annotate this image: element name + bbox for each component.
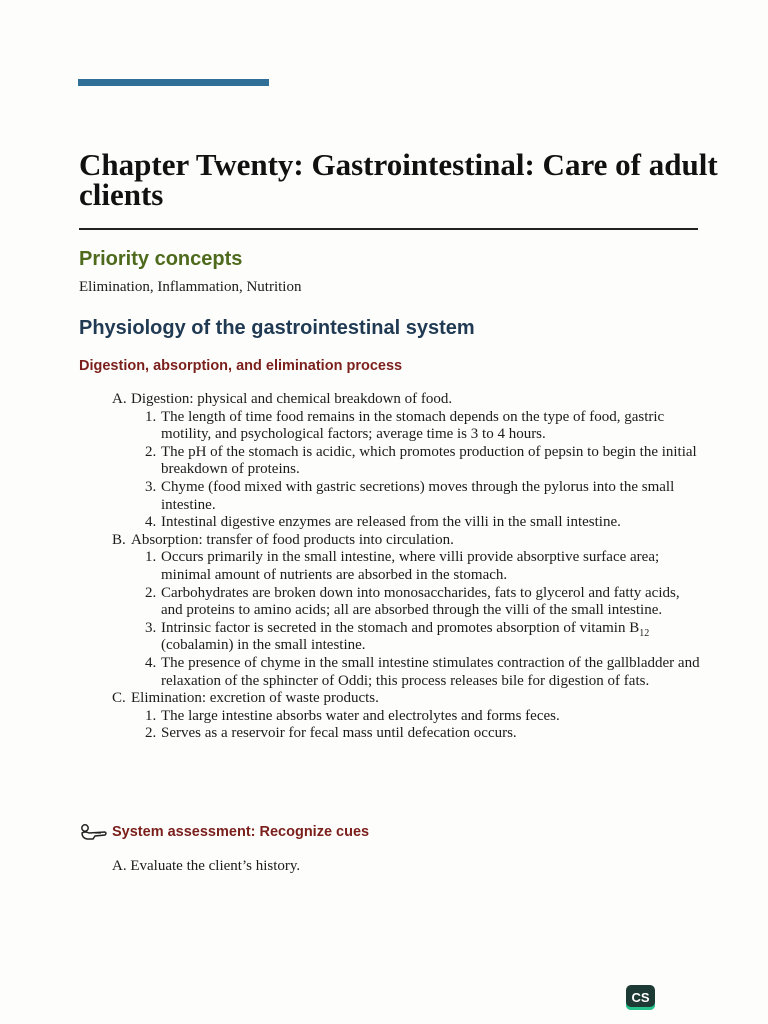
assessment-item-a (112, 858, 300, 875)
list-item-label: 3. (145, 478, 157, 495)
outline-text: Elimination: excretion of waste products. (131, 690, 379, 707)
list-item-label: 2. (145, 725, 157, 742)
physiology-outline (79, 391, 704, 743)
list-item-label: 4. (145, 654, 157, 671)
list-item (79, 655, 704, 690)
outline-text: Absorption: transfer of food products into circulation. (131, 531, 454, 548)
physiology-heading: Physiology of the gastrointestinal system (79, 317, 475, 339)
list-item-label: 2. (145, 584, 157, 601)
priority-concepts-list: Elimination, Inflammation, Nutrition (79, 279, 302, 295)
priority-concepts-heading: Priority concepts (79, 248, 243, 270)
outline-label: C. (112, 690, 126, 707)
system-assessment-label: System assessment: Recognize cues (112, 824, 370, 840)
list-item-label: 4. (145, 514, 157, 531)
recognize-cues-icon (79, 823, 109, 841)
outline-text: Digestion: physical and chemical breakdown of food. (131, 391, 453, 407)
list-item (79, 585, 704, 620)
list-item-text: Occurs primarily in the small intestine, where villi provide absorptive surface area; minimal amount of nutrients are absorbed in the stomach. (161, 549, 660, 583)
list-item (79, 514, 704, 532)
list-item-text: The large intestine absorbs water and electrolytes and forms feces. (161, 707, 560, 724)
list-item-text: The presence of chyme in the small intestine stimulates contraction of the gallbladder and relaxation of the sphincter of Oddi; this process releases bile for digestion of fats. (161, 654, 700, 689)
digestion-subheading: Digestion, absorption, and elimination process (79, 358, 403, 374)
list-item (79, 708, 704, 726)
outline-item-c (79, 690, 704, 708)
subscript: 12 (639, 627, 650, 639)
list-item-text: Serves as a reservoir for fecal mass until defecation occurs. (161, 725, 517, 742)
outline-item-a (79, 391, 704, 409)
list-item-label: 1. (145, 549, 157, 566)
list-item-text-after: (cobalamin) in the small intestine. (161, 637, 366, 654)
list-item (79, 549, 704, 584)
list-item (79, 620, 704, 655)
chapter-title: Chapter Twenty: Gastrointestinal: Care of adult clients (79, 147, 718, 212)
list-item-label: 3. (145, 619, 157, 636)
outline-label: B. (112, 531, 126, 548)
list-item-text: Carbohydrates are broken down into monosaccharides, fats to glycerol and fatty acids, and proteins to amino acids; all are absorbed through the villi of the small intestine. (161, 584, 680, 619)
list-item-label: 2. (145, 443, 157, 460)
list-item-text: Intestinal digestive enzymes are released from the villi in the small intestine. (161, 514, 621, 531)
outline-label: A. (112, 391, 127, 407)
title-divider (79, 228, 698, 230)
list-item-label: 1. (145, 707, 157, 724)
outline-label: A. (112, 858, 127, 874)
list-item (79, 725, 704, 743)
list-item-text-before: Intrinsic factor is secreted in the stomach and promotes absorption of vitamin B (161, 619, 640, 636)
system-assessment-heading (79, 823, 369, 841)
list-item-text: The length of time food remains in the stomach depends on the type of food, gastric motility, and psychological factors; average time is 3 to 4 hours. (161, 408, 665, 443)
camscanner-logo: CS (626, 985, 655, 1010)
list-item (79, 444, 704, 479)
chapter-accent-bar (78, 79, 269, 86)
outline-text: Evaluate the client’s history. (130, 858, 301, 874)
list-item-label: 1. (145, 408, 157, 425)
list-item-text: The pH of the stomach is acidic, which promotes production of pepsin to begin the initial breakdown of proteins. (161, 443, 697, 478)
list-item (79, 409, 704, 444)
outline-item-b (79, 532, 704, 550)
list-item-text: Chyme (food mixed with gastric secretions) moves through the pylorus into the small intestine. (161, 478, 675, 513)
list-item (79, 479, 704, 514)
